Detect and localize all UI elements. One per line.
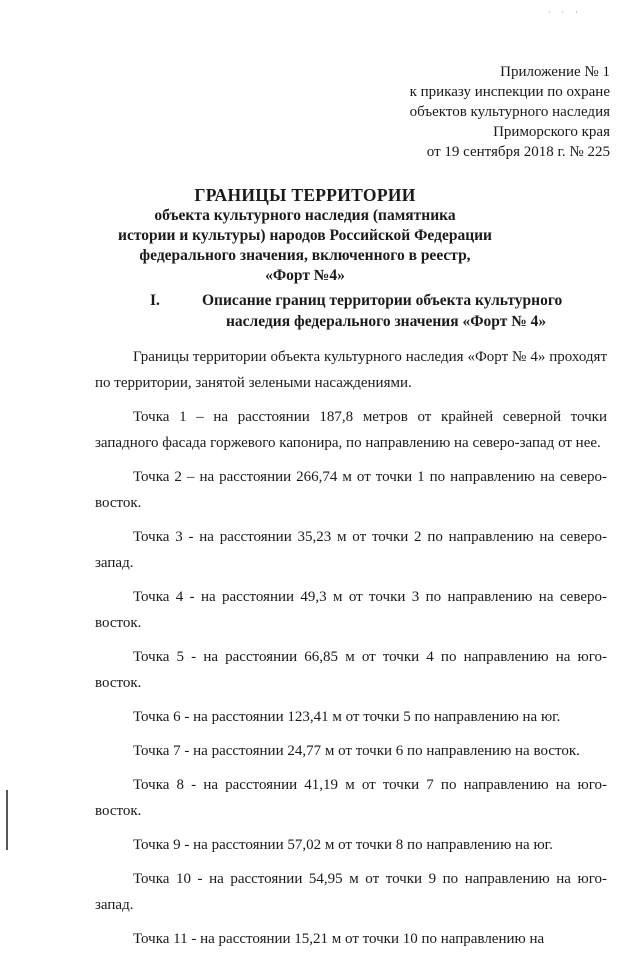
paragraph: Точка 10 - на расстоянии 54,95 м от точки 9 по направлению на юго-запад. bbox=[95, 871, 607, 913]
annex-line-5: от 19 сентября 2018 г. № 225 bbox=[426, 144, 610, 160]
paragraph: Точка 1 – на расстоянии 187,8 метров от крайней северной точки западного фасада горжевого капонира, по направлению на северо-запад от нее. bbox=[95, 409, 607, 451]
paragraph: Точка 6 - на расстоянии 123,41 м от точки 5 по направлению на юг. bbox=[133, 709, 561, 725]
annex-header bbox=[410, 62, 610, 162]
title-main: ГРАНИЦЫ ТЕРРИТОРИИ bbox=[194, 185, 416, 205]
paragraph: Точка 2 – на расстоянии 266,74 м от точки 1 по направлению на северо-восток. bbox=[95, 469, 607, 511]
annex-line-3: объектов культурного наследия bbox=[409, 104, 610, 120]
paragraph: Точка 4 - на расстоянии 49,3 м от точки 3 по направлению на северо-восток. bbox=[95, 589, 607, 631]
paragraph: Точка 5 - на расстоянии 66,85 м от точки 4 по направлению на юго-восток. bbox=[95, 649, 607, 691]
paragraph: Точка 7 - на расстоянии 24,77 м от точки 6 по направлению на восток. bbox=[133, 743, 580, 759]
scan-corner-mark: · · · bbox=[547, 8, 582, 18]
title-line-2: объекта культурного наследия (памятника bbox=[154, 207, 456, 224]
paragraph: Точка 3 - на расстоянии 35,23 м от точки 2 по направлению на северо-запад. bbox=[95, 529, 607, 571]
document-body bbox=[95, 344, 607, 960]
section-title-line-2: наследия федерального значения «Форт № 4» bbox=[226, 313, 547, 330]
title-line-5: «Форт №4» bbox=[265, 267, 345, 284]
paragraph: Точка 9 - на расстоянии 57,02 м от точки 8 по направлению на юг. bbox=[133, 837, 553, 853]
paragraph: Границы территории объекта культурного наследия «Форт № 4» проходят по территории, занятой зелеными насаждениями. bbox=[95, 349, 607, 391]
annex-line-4: Приморского края bbox=[493, 124, 610, 140]
paragraph: Точка 8 - на расстоянии 41,19 м от точки 7 по направлению на юго-восток. bbox=[95, 777, 607, 819]
annex-line-2: к приказу инспекции по охране bbox=[409, 84, 610, 100]
annex-line-1: Приложение № 1 bbox=[500, 64, 610, 80]
scan-edge-mark bbox=[6, 790, 8, 850]
section-title-line-1: Описание границ территории объекта культурного bbox=[202, 292, 563, 309]
paragraph: Точка 11 - на расстоянии 15,21 м от точки 10 по направлению на bbox=[133, 931, 545, 947]
section-number: I. bbox=[150, 292, 160, 309]
document-title bbox=[110, 184, 500, 286]
title-line-4: федерального значения, включенного в реестр, bbox=[139, 247, 471, 264]
title-line-3: истории и культуры) народов Российской Федерации bbox=[118, 227, 492, 244]
